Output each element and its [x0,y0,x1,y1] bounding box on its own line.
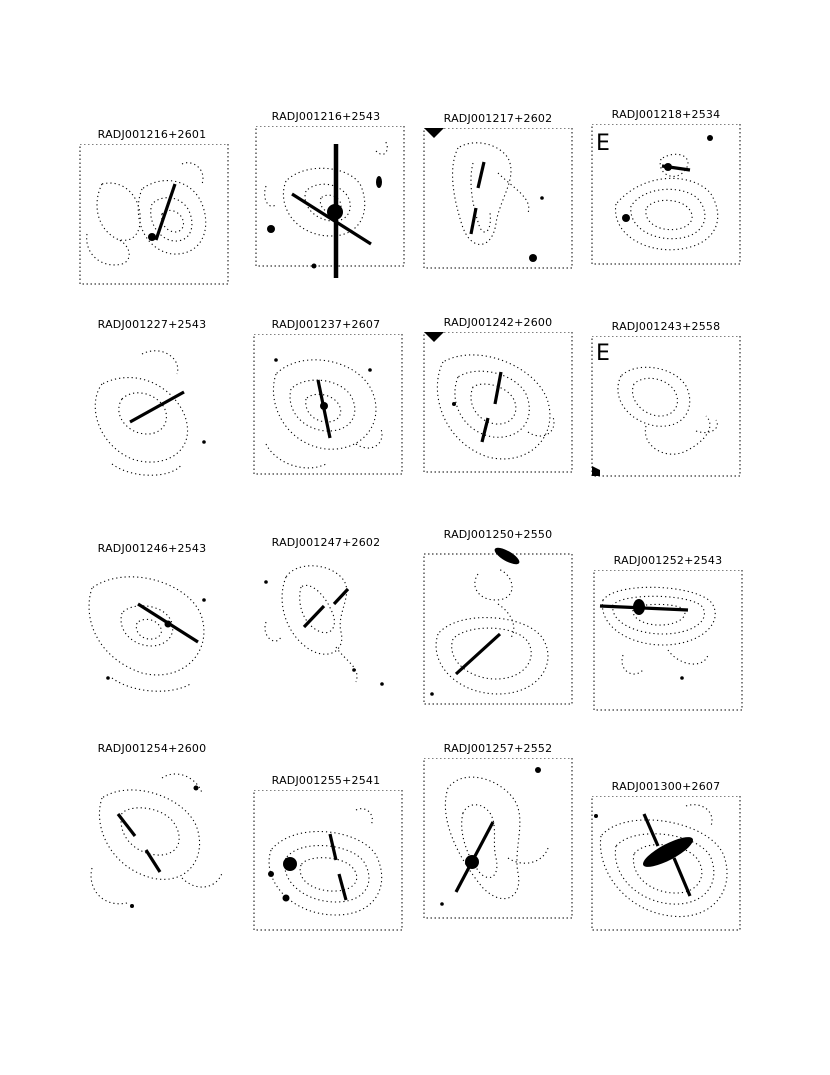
contour-map [72,558,232,718]
panel-radj001227-2543 [72,318,232,508]
contour-map [72,144,232,294]
panel-title: RADJ001257+2552 [443,742,553,755]
contour-map [418,332,578,492]
compact-source [430,692,434,696]
host-galaxy [640,832,697,872]
panel-title: RADJ001217+2602 [443,112,553,125]
radio-core [148,233,156,241]
contour-map [588,570,748,730]
jet-line [674,858,690,896]
panel-radj001218-2534 [586,108,746,298]
contour-map [418,128,578,288]
panel-radj001216-2543 [246,110,406,300]
beam-marker [424,128,444,138]
compact-source [130,904,134,908]
jet-line [471,208,476,234]
panel-radj001216-2601 [72,128,232,318]
compact-source [380,682,384,686]
contour-map [246,552,406,712]
contour-map [246,790,406,940]
radio-core [320,402,328,410]
elliptical-label: E [596,341,610,366]
panel-title: RADJ001250+2550 [443,528,553,541]
compact-source [440,902,444,906]
contour-map [72,334,232,494]
panel-radj001237-2607 [246,318,406,508]
jet-line [156,184,175,240]
beam-marker [592,466,600,476]
compact-source [376,176,382,188]
panel-radj001246-2543 [72,542,232,732]
panel-title: RADJ001243+2558 [611,320,721,333]
radio-core [664,163,672,171]
panel-radj001257-2552 [418,742,578,932]
compact-source [283,895,290,902]
compact-source [594,814,598,818]
panel-title: RADJ001252+2543 [613,554,723,567]
jet-line [644,814,658,846]
contour-map [72,758,232,938]
panel-radj001243-2558 [586,320,746,510]
jet-line [146,850,160,872]
jet-line [130,392,184,422]
jet-line [339,874,346,900]
compact-source [529,254,537,262]
jet-line [118,814,135,836]
contour-map [586,796,746,946]
compact-source [194,786,199,791]
contour-map [418,758,578,938]
compact-source [492,545,521,568]
jet-line [304,606,324,627]
compact-source [707,135,713,141]
panel-radj001217-2602 [418,112,578,302]
compact-source [274,358,278,362]
radio-core [283,857,297,871]
compact-source [680,676,684,680]
elliptical-label: E [596,131,610,156]
contour-map [586,336,746,496]
panel-title: RADJ001242+2600 [443,316,553,329]
panel-title: RADJ001227+2543 [97,318,207,331]
panel-radj001247-2602 [246,536,406,726]
contour-map [418,544,578,714]
radio-core [327,204,343,220]
panel-title: RADJ001246+2543 [97,542,207,555]
panel-title: RADJ001247+2602 [271,536,381,549]
compact-source [202,598,206,602]
compact-source [267,225,275,233]
panel-radj001300-2607 [586,780,746,970]
compact-source [622,214,630,222]
panel-radj001250-2550 [418,528,578,718]
radio-core [633,599,645,615]
panel-title: RADJ001300+2607 [611,780,721,793]
panel-title: RADJ001255+2541 [271,774,381,787]
compact-source [106,676,110,680]
radio-core [165,621,172,628]
jet-line [495,372,501,404]
jet-line [478,162,484,188]
panel-title: RADJ001237+2607 [271,318,381,331]
panel-radj001252-2543 [588,554,748,744]
panel-radj001242-2600 [418,316,578,506]
compact-source [202,440,206,444]
panel-radj001254-2600 [72,742,232,932]
compact-source [368,368,372,372]
contour-map [586,124,746,284]
jet-line [334,589,348,604]
beam-marker [424,332,444,342]
compact-source [268,871,274,877]
panel-title: RADJ001254+2600 [97,742,207,755]
compact-source [264,580,268,584]
compact-source [312,264,317,269]
compact-source [352,668,356,672]
contour-map [246,126,406,286]
jet-line [456,634,500,674]
jet-line [482,418,488,442]
panel-title: RADJ001216+2543 [271,110,381,123]
compact-source [535,767,541,773]
contour-map [246,334,406,494]
panel-radj001255-2541 [246,774,406,964]
panel-title: RADJ001216+2601 [97,128,207,141]
compact-source [452,402,456,406]
radio-core [465,855,479,869]
panel-title: RADJ001218+2534 [611,108,721,121]
compact-source [540,196,544,200]
